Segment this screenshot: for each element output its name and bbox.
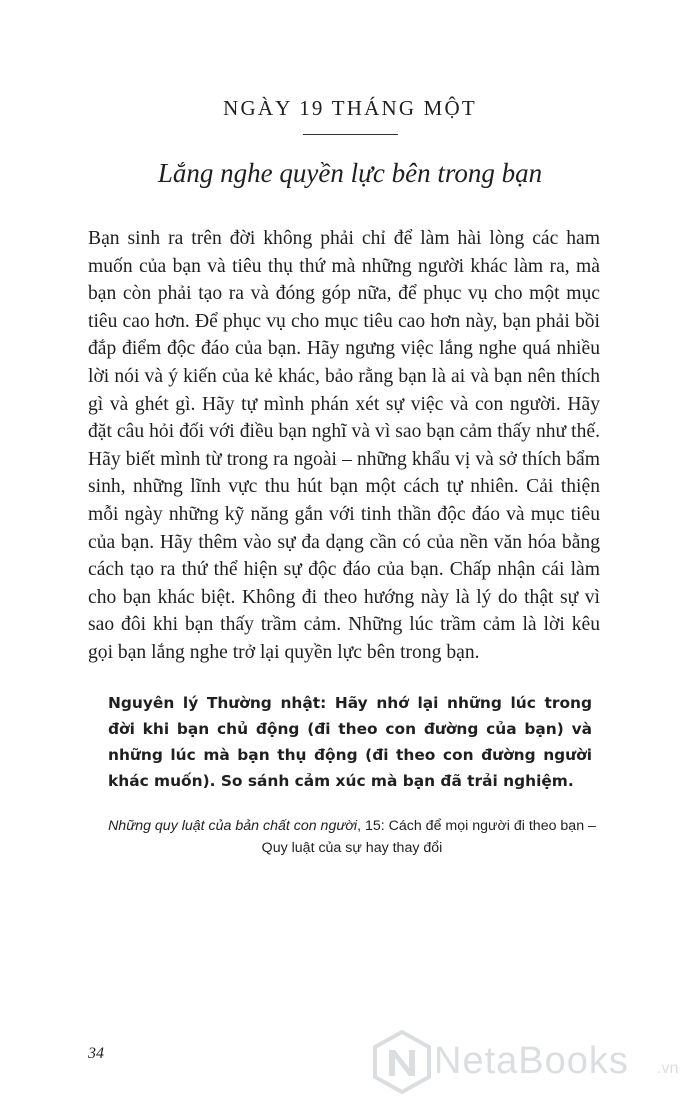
date-heading: NGÀY 19 THÁNG MỘT <box>223 96 477 120</box>
source-citation <box>92 815 612 859</box>
netabooks-n-logo-icon <box>372 1030 432 1094</box>
source-book-title: Những quy luật của bản chất con người <box>108 818 358 834</box>
netabooks-watermark <box>372 1030 692 1094</box>
body-paragraph: Bạn sinh ra trên đời không phải chỉ để làm hài lòng các ham muốn của bạn và tiêu thụ thứ mà những người khác làm ra, mà bạn còn phải tạo ra và đóng góp nữa, để phục vụ cho một mục tiêu cao hơn. Để phục vụ cho mục tiêu cao hơn này, bạn phải bồi đắp điểm độc đáo của bạn. Hãy ngưng việc lắng nghe quá nhiều lời nói và ý kiến của kẻ khác, bảo rằng bạn là ai và bạn nên thích gì và ghét gì. Hãy tự mình phán xét sự việc và con người. Hãy đặt câu hỏi đối với điều bạn nghĩ và vì sao bạn cảm thấy như thế. Hãy biết mình từ trong ra ngoài – những khẩu vị và sở thích bẩm sinh, những lĩnh vực thu hút bạn một cách tự nhiên. Cải thiện mỗi ngày những kỹ năng gắn với tinh thần độc đáo và mục tiêu của bạn. Hãy thêm vào sự đa dạng cần có của nền văn hóa bằng cách tạo ra thứ thể hiện sự độc đáo của bạn. Chấp nhận cái làm cho bạn khác biệt. Không đi theo hướng này là lý do thật sự vì sao đôi khi bạn thấy trầm cảm. Những lúc trầm cảm là lời kêu gọi bạn lắng nghe trở lại quyền lực bên trong bạn. <box>88 228 600 663</box>
source-chapter: , 15: Cách để mọi người đi theo bạn – <box>357 818 596 834</box>
watermark-brand: NetaBooks <box>434 1040 629 1082</box>
heading-divider <box>303 134 398 135</box>
watermark-suffix: .vn <box>657 1060 679 1077</box>
daily-principle: Nguyên lý Thường nhật: Hãy nhớ lại những lúc trong đời khi bạn chủ động (đi theo con đường của bạn) và những lúc mà bạn thụ động (đi theo con đường người khác muốn). So sánh cảm xúc mà bạn đã trải nghiệm. <box>108 694 592 790</box>
source-law: Quy luật của sự hay thay đổi <box>261 840 443 856</box>
page-number: 34 <box>88 1045 104 1062</box>
entry-title: Lắng nghe quyền lực bên trong bạn <box>157 158 543 188</box>
